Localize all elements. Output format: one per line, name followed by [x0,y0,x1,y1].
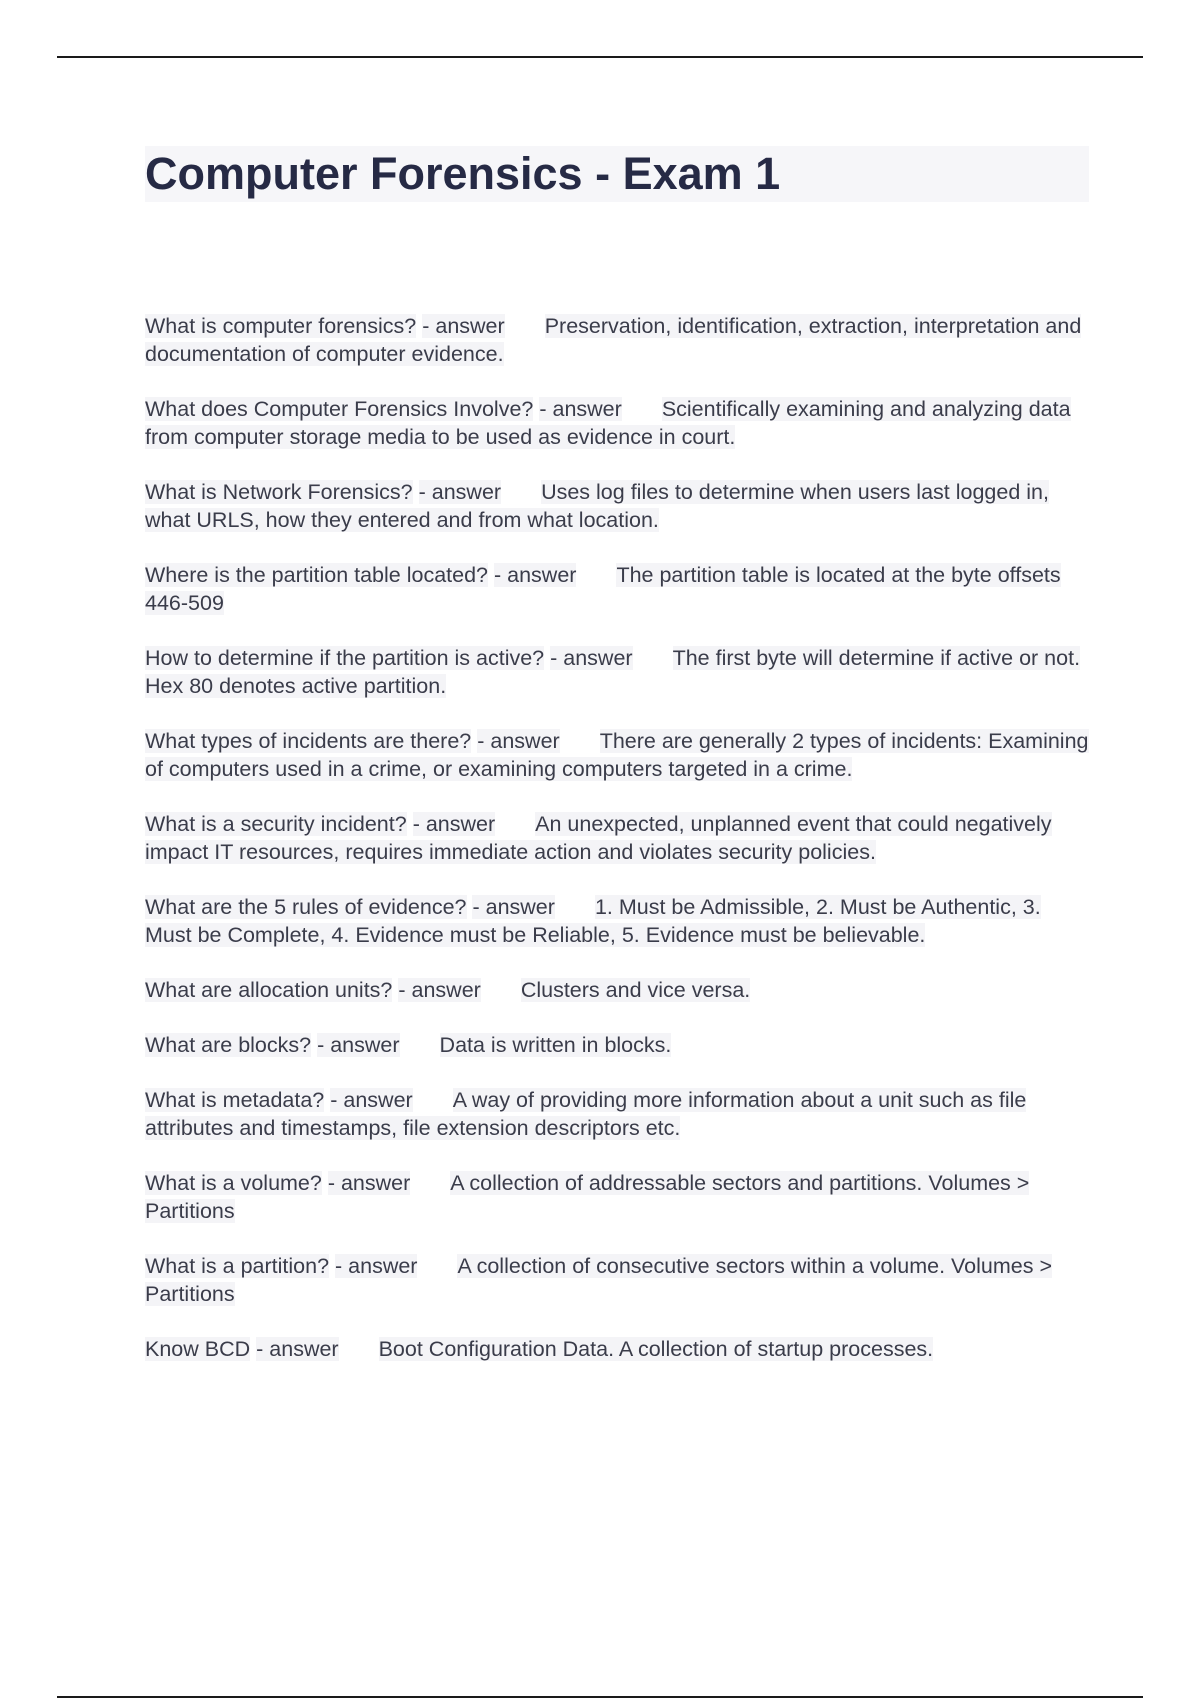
top-rule [57,56,1143,58]
answer-text: The partition table is located at the byte offsets 446-509 [145,563,1061,615]
answer-text: An unexpected, unplanned event that could negatively impact IT resources, requires immediate action and violates security policies. [145,812,1052,864]
qa-item [145,1252,1090,1308]
qa-item [145,810,1090,866]
question-text: What is computer forensics? [145,314,417,338]
answer-label: - answer [412,812,496,836]
question-text: What are allocation units? [145,978,393,1002]
page-title: Computer Forensics - Exam 1 [145,148,781,199]
answer-label: - answer [317,1033,400,1057]
qa-item [145,312,1090,368]
answer-text: The first byte will determine if active or not. Hex 80 denotes active partition. [145,646,1081,698]
answer-label: - answer [335,1254,418,1278]
answer-label: - answer [422,314,505,338]
question-text: What is metadata? [145,1088,325,1112]
bottom-rule [57,1696,1143,1698]
qa-item [145,644,1090,700]
qa-item [145,1335,1090,1363]
answer-text: Clusters and vice versa. [520,978,751,1002]
answer-text: A collection of consecutive sectors within a volume. Volumes > Partitions [145,1254,1053,1306]
answer-label: - answer [418,480,502,504]
qa-item [145,1031,1090,1059]
answer-label: - answer [494,563,577,587]
answer-label: - answer [550,646,633,670]
question-text: What is Network Forensics? [145,480,413,504]
question-text: What is a volume? [145,1171,322,1195]
question-text: What are blocks? [145,1033,312,1057]
answer-label: - answer [539,397,622,421]
qa-item [145,395,1090,451]
qa-item [145,561,1090,617]
qa-item [145,1169,1090,1225]
question-text: Where is the partition table located? [145,563,489,587]
answer-text: Scientifically examining and analyzing data from computer storage media to be used as evidence in court. [145,397,1071,449]
title-block [145,146,1089,202]
answer-text: Data is written in blocks. [439,1033,672,1057]
answer-text: Boot Configuration Data. A collection of startup processes. [378,1337,934,1361]
answer-label: - answer [330,1088,413,1112]
question-text: Know BCD [145,1337,251,1361]
question-text: What does Computer Forensics Involve? [145,397,534,421]
answer-text: Preservation, identification, extraction, interpretation and documentation of computer evidence. [145,314,1082,366]
question-text: What is a partition? [145,1254,330,1278]
answer-label: - answer [398,978,481,1002]
answer-label: - answer [256,1337,339,1361]
qa-item [145,478,1090,534]
qa-list [145,312,1090,1390]
answer-text: Uses log files to determine when users last logged in, what URLS, how they entered and from what location. [145,480,1049,532]
answer-text: 1. Must be Admissible, 2. Must be Authentic, 3. Must be Complete, 4. Evidence must be Reliable, 5. Evidence must be believable. [145,895,1041,947]
answer-label: - answer [477,729,560,753]
answer-text: There are generally 2 types of incidents: Examining of computers used in a crime, or examining computers targeted in a crime. [145,729,1089,781]
qa-item [145,727,1090,783]
question-text: What are the 5 rules of evidence? [145,895,467,919]
question-text: What is a security incident? [145,812,407,836]
question-text: How to determine if the partition is active? [145,646,545,670]
answer-text: A way of providing more information about a unit such as file attributes and timestamps, file extension descriptors etc. [145,1088,1027,1140]
qa-item [145,1086,1090,1142]
answer-label: - answer [327,1171,411,1195]
answer-label: - answer [472,895,555,919]
qa-item [145,893,1090,949]
qa-item [145,976,1090,1004]
answer-text: A collection of addressable sectors and partitions. Volumes > Partitions [145,1171,1030,1223]
question-text: What types of incidents are there? [145,729,472,753]
